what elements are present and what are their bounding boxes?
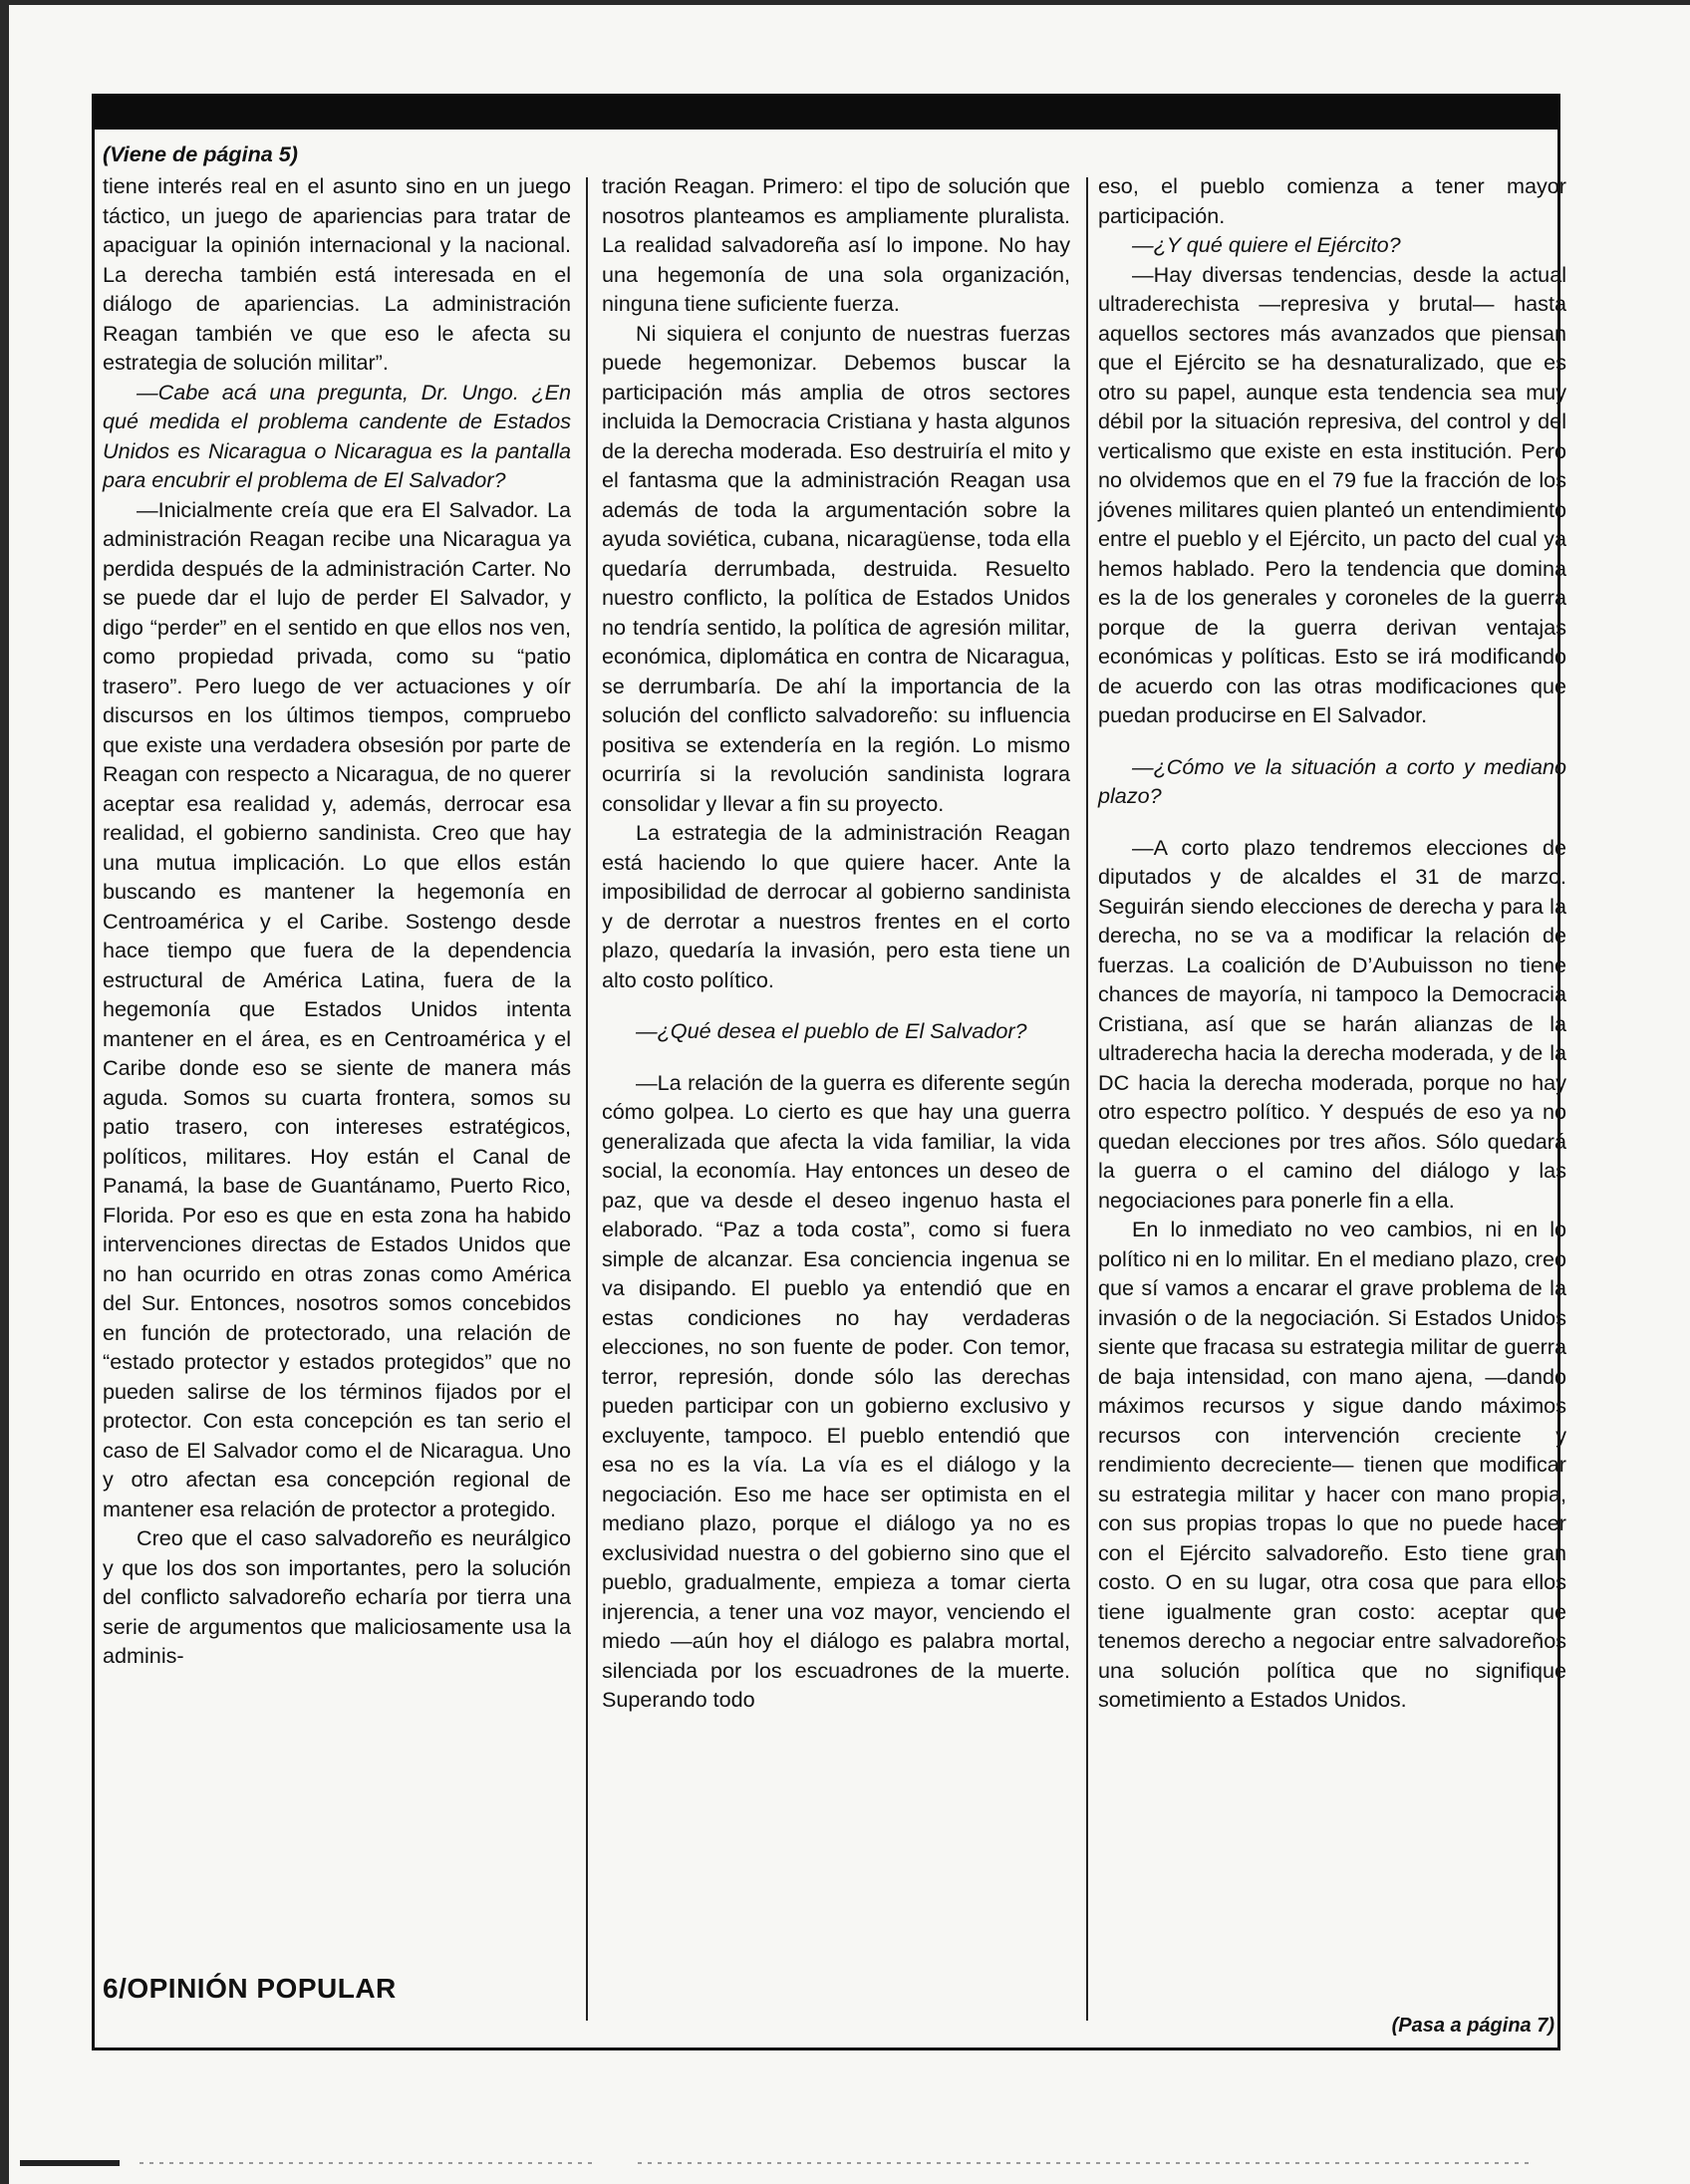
section-page-label: 6/OPINIÓN POPULAR	[103, 1973, 397, 2004]
paragraph: En lo inmediato no veo cambios, ni en lo político ni en lo militar. En el mediano plazo, creo que sí vamos a encarar el grave problema de la invasión o de la negociación. Si Estados Unidos siente que fracasa su estrategia militar de guerra de baja intensidad, con mano ajena, —dando máximos recursos y sigue dando máximos recursos con intervención creciente y rendimiento decreciente— tienen que modificar su estrategia militar y hacer con mano propia, con sus propias tropas lo que no puede hacer con el Ejército salvadoreño. Esto tiene gran costo. O en su lugar, otra cosa que para ellos tiene igualmente gran costo: aceptar que tenemos derecho a negociar entre salvadoreños una solución política que no signifique sometimiento a Estados Unidos.	[1098, 1217, 1566, 1712]
continued-from-label: (Viene de página 5)	[103, 141, 298, 166]
paragraph: tiene interés real en el asunto sino en un juego táctico, un juego de apariencias para tratar de apaciguar la opinión internacional y la nacional. La derecha también está interesada en el diálogo de apariencias. La administración Reagan también ve que eso le afecta su estrategia de solución militar”.	[103, 173, 571, 375]
interview-question: —Cabe acá una pregunta, Dr. Ungo. ¿En qué medida el problema candente de Estados Unidos es Nicaragua o Nicaragua es la pantalla para encubrir el problema de El Salvador?	[103, 379, 571, 492]
article-column-2	[602, 171, 1070, 1715]
interview-question: —¿Y qué quiere el Ejército?	[1132, 232, 1401, 257]
paragraph: Ni siquiera el conjunto de nuestras fuerzas puede hegemonizar. Debemos buscar la participación más amplia de otros sectores incluida la Democracia Cristiana y hasta algunos de la derecha moderada. Eso destruiría el mito y el fantasma que la administración Reagan usa además de toda la argumentación sobre la ayuda soviética, cubana, nicaragüense, toda ella quedaría derrumbada, destruida. Resuelto nuestro conflicto, la política de Estados Unidos no tendría sentido, la política de agresión militar, económica, diplomática en contra de Nicaragua, se derrumbaría. De ahí la importancia de la solución del conflicto salvadoreño: su influencia positiva se extendería en la región. Lo mismo ocurriría si la revolución sandinista lograra consolidar y llevar a fin su proyecto.	[602, 320, 1070, 816]
scan-artifact-dots	[140, 2162, 598, 2164]
header-band	[92, 94, 1560, 130]
scan-top-edge	[0, 0, 1690, 5]
article-column-1	[103, 171, 571, 1671]
column-rule-2	[1086, 177, 1088, 2021]
scan-artifact-mark	[20, 2160, 120, 2166]
interview-question: —¿Cómo ve la situación a corto y mediano plazo?	[1098, 753, 1566, 808]
paragraph: tración Reagan. Primero: el tipo de solución que nosotros planteamos es ampliamente pluralista. La realidad salvadoreña así lo impone. No hay una hegemonía de una sola organización, ninguna tiene suficiente fuerza.	[602, 173, 1070, 316]
paragraph: —La relación de la guerra es diferente según cómo golpea. Lo cierto es que hay una guerra generalizada que afecta la vida familiar, la vida social, la economía. Hay entonces un deseo de paz, que va desde el deseo ingenuo hasta el elaborado. “Paz a toda costa”, como si fuera simple de alcanzar. Esa conciencia ingenua se va disipando. El pueblo ya entendió que en estas condiciones no hay verdaderas elecciones, no son fuente de poder. Con temor, terror, represión, donde sólo las derechas pueden participar con un gobierno exclusivo y excluyente, tampoco. El pueblo entendió que esa no es la vía. La vía es el diálogo y la negociación. Eso me hace ser optimista en el mediano plazo, porque el diálogo ya no es exclusividad nuestra o del gobierno sino que el pueblo, gradualmente, empieza a tomar cierta injerencia, a tener una voz mayor, venciendo el miedo —aún hoy el diálogo es palabra mortal, silenciada por los escuadrones de la muerte. Superando todo	[602, 1069, 1070, 1712]
paragraph: La estrategia de la administración Reagan está haciendo lo que quiere hacer. Ante la imposibilidad de derrocar al gobierno sandinista y de derrotar a nuestros frentes en el corto plazo, quedaría la invasión, pero esta tiene un alto costo político.	[602, 820, 1070, 992]
interview-question: —¿Qué desea el pueblo de El Salvador?	[636, 1018, 1027, 1043]
article-column-3	[1098, 171, 1566, 1715]
paragraph: —Hay diversas tendencias, desde la actual ultraderechista —represiva y brutal— hasta aquellos sectores más avanzados que piensan que el Ejército se ha desnaturalizado, que es otro su papel, aunque esta tendencia sea muy débil por la situación represiva, del control y del verticalismo que existe en esta institución. Pero no olvidemos que en el 79 fue la fracción de los jóvenes militares quien planteó un entendimiento entre el pueblo y el Ejército, un pacto del cual ya hemos hablado. Pero la tendencia que domina es la de los generales y coroneles de la guerra porque de la guerra derivan ventajas económicas y políticas. Esto se irá modificando de acuerdo con las otras modificaciones que puedan producirse en El Salvador.	[1098, 261, 1566, 727]
paragraph: Creo que el caso salvadoreño es neurálgico y que los dos son importantes, pero la solución del conflicto salvadoreño echaría por tierra una serie de argumentos que maliciosamente usa la adminis-	[103, 1525, 571, 1668]
paragraph: eso, el pueblo comienza a tener mayor participación.	[1098, 173, 1566, 228]
column-rule-1	[586, 177, 588, 2021]
paragraph: —Inicialmente creía que era El Salvador. La administración Reagan recibe una Nicaragua ya perdida después de la administración Carter. No se puede dar el lujo de perder El Salvador, y digo “perder” en el sentido en que ellos nos ven, como propiedad privada, como su “patio trasero”. Pero luego de ver actuaciones y oír discursos en los últimos tiempos, compruebo que existe una verdadera obsesión por parte de Reagan con respecto a Nicaragua, de no querer aceptar esa realidad y, además, derrocar esa realidad, el gobierno sandinista. Creo que hay una mutua implicación. Lo que ellos están buscando es mantener la hegemonía en Centroamérica y el Caribe. Sostengo desde hace tiempo que fuera de la dependencia estructural de América Latina, fuera de la hegemonía que Estados Unidos intenta mantener en el área, es en Centroamérica y el Caribe donde eso se siente de manera más aguda. Somos su cuarta frontera, somos su patio trasero, con intereses estratégicos, políticos, militares. Hoy están el Canal de Panamá, la base de Guantánamo, Puerto Rico, Florida. Por eso es que en esta zona ha habido intervenciones directas de Estados Unidos que no han ocurrido en otras zonas como América del Sur. Entonces, nosotros somos concebidos en función de protectorado, una relación de “estado protector y estados protegidos” que no pueden salirse de los términos fijados por el protector. Con esta concepción es tan serio el caso de El Salvador como el de Nicaragua. Uno y otro afectan esa concepción regional de mantener esa relación de protector a protegido.	[103, 496, 571, 1521]
scan-artifact-dots	[638, 2162, 1535, 2164]
paragraph: —A corto plazo tendremos elecciones de diputados y de alcaldes el 31 de marzo. Seguirán siendo elecciones de derecha y para la derecha, no se va a modificar la relación de fuerzas. La coalición de D’Aubuisson no tiene chances de mayoría, ni tampoco la Democracia Cristiana, así que se harán alianzas de la ultraderecha hacia la derecha moderada, y de la DC hacia la derecha moderada, porque no hay otro espectro político. Y después de eso ya no quedan elecciones por tres años. Sólo quedará la guerra o el camino del diálogo y las negociaciones para ponerle fin a ella.	[1098, 834, 1566, 1213]
continued-to-label: (Pasa a página 7)	[1391, 2015, 1554, 2037]
scan-left-edge	[0, 0, 9, 2184]
